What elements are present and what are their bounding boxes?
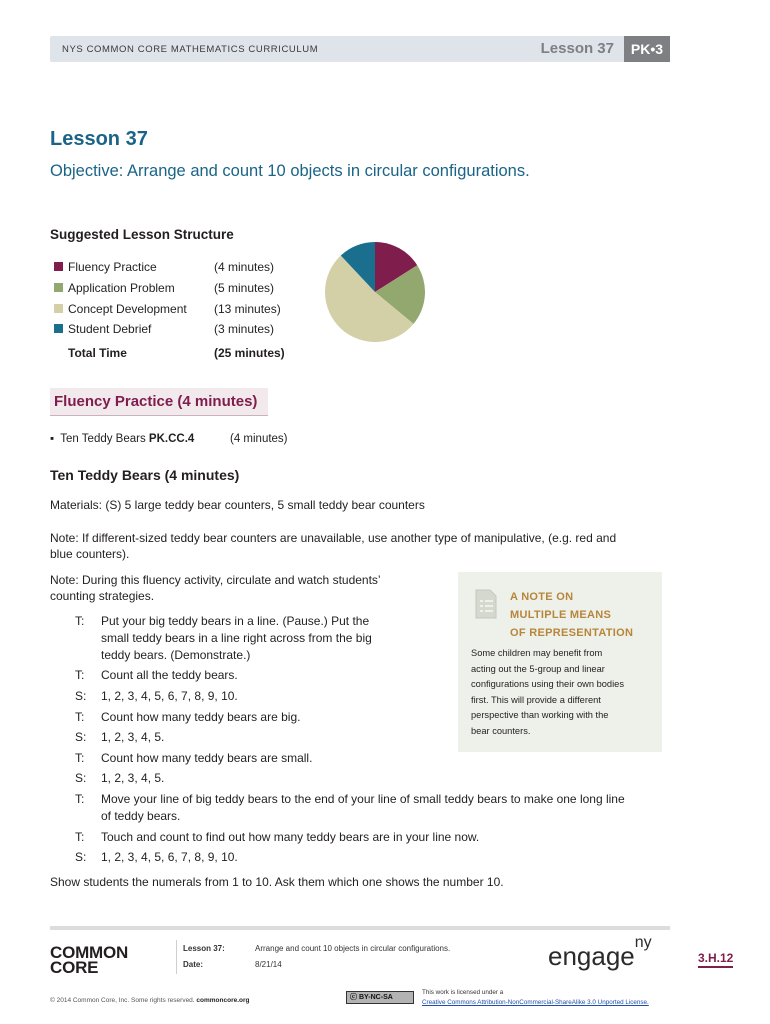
- footer-date-value: 8/21/14: [255, 960, 282, 969]
- structure-item-label: Application Problem: [68, 281, 175, 295]
- structure-item-label: Student Debrief: [68, 322, 152, 336]
- structure-item-minutes: (3 minutes): [214, 322, 275, 336]
- lesson-title: Lesson 37: [50, 128, 148, 150]
- structure-heading: Suggested Lesson Structure: [50, 227, 234, 242]
- license-badge-text: BY-NC-SA: [358, 994, 393, 1001]
- note-body-line: bear counters.: [471, 725, 531, 736]
- cc-license-badge: [346, 991, 414, 1004]
- note-body-line: Some children may benefit from: [471, 648, 603, 658]
- dialog-text: Touch and count to find out how many teddy bears are in your line now.: [101, 830, 480, 844]
- note-line: Note: If different-sized teddy bear counters are unavailable, use another type of manipulative, (e.g. red and: [50, 531, 617, 545]
- legend-swatch: [54, 283, 63, 292]
- structure-item-minutes: (13 minutes): [214, 302, 281, 316]
- bullet-minutes: (4 minutes): [230, 433, 288, 445]
- speaker: T:: [75, 668, 85, 682]
- dialog-text: Count how many teddy bears are small.: [101, 751, 313, 765]
- note-title-line: MULTIPLE MEANS: [510, 609, 612, 621]
- structure-item-label: Concept Development: [68, 302, 187, 316]
- total-time-label: Total Time: [68, 346, 127, 360]
- speaker: S:: [75, 850, 87, 864]
- note-body-line: acting out the 5-group and linear: [471, 663, 605, 674]
- dialog-text: 1, 2, 3, 4, 5.: [101, 771, 165, 785]
- engage-sup: ny: [634, 934, 652, 952]
- structure-item-minutes: (5 minutes): [214, 281, 275, 295]
- common-core-logo: [50, 945, 128, 975]
- total-time-row: [68, 346, 285, 360]
- speaker: S:: [75, 771, 87, 785]
- footer-date-label: Date:: [183, 960, 204, 969]
- dialog-text: teddy bears. (Demonstrate.): [101, 648, 251, 662]
- dialog-text: 1, 2, 3, 4, 5.: [101, 730, 165, 744]
- dialog-text: Put your big teddy bears in a line. (Pause.) Put the: [101, 614, 370, 628]
- note-title-line: A NOTE ON: [510, 591, 574, 603]
- note-body: [471, 646, 653, 739]
- speaker: T:: [75, 751, 85, 765]
- dialog-text: Move your line of big teddy bears to the end of your line of small teddy bears to make one long line: [101, 792, 625, 806]
- note-title: [510, 588, 633, 642]
- license-link[interactable]: Creative Commons Attribution-NonCommercial-ShareAlike 3.0 Unported License.: [422, 999, 649, 1006]
- bullet-icon: ▪: [50, 433, 55, 445]
- footer-divider: [176, 940, 177, 974]
- module-badge: PK•3: [624, 36, 670, 62]
- dialog-text: Count all the teddy bears.: [101, 668, 238, 682]
- note-line: blue counters).: [50, 547, 130, 561]
- fluency-bullet: [50, 433, 288, 445]
- logo-line: COMMON: [50, 943, 129, 962]
- dialog-text: small teddy bears in a line right across from the big: [101, 631, 372, 645]
- note-body-line: perspective than working with the: [471, 710, 609, 720]
- speaker: S:: [75, 689, 87, 703]
- note-title-line: OF REPRESENTATION: [510, 627, 634, 639]
- dialog-text: of teddy bears.: [101, 809, 181, 823]
- multiple-means-note: [458, 572, 662, 752]
- header-lesson: Lesson 37: [540, 40, 614, 57]
- note-line: counting strategies.: [50, 589, 155, 603]
- materials: Materials: (S) 5 large teddy bear counters, 5 small teddy bear counters: [50, 498, 425, 512]
- closing-instruction: Show students the numerals from 1 to 10. Ask them which one shows the number 10.: [50, 875, 504, 889]
- speaker: T:: [75, 614, 85, 628]
- legend-swatch: [54, 262, 63, 271]
- speaker: T:: [75, 792, 85, 806]
- header-bar: [50, 36, 670, 62]
- copyright-text: © 2014 Common Core, Inc. Some rights reserved.: [50, 997, 197, 1004]
- footer-lesson-label: Lesson 37:: [183, 944, 225, 953]
- structure-item-minutes: (4 minutes): [214, 260, 275, 274]
- fluency-heading-text: Fluency Practice (4 minutes): [54, 393, 258, 410]
- speaker: T:: [75, 830, 85, 844]
- structure-item-label: Fluency Practice: [68, 260, 157, 274]
- copyright: [50, 997, 250, 1004]
- note-body-line: first. This will provide a different: [471, 694, 601, 705]
- note-body-line: configurations using their own bodies: [471, 679, 624, 689]
- curriculum-title: NYS COMMON CORE MATHEMATICS CURRICULUM: [62, 44, 319, 55]
- copyright-site: commoncore.org: [196, 997, 250, 1004]
- speaker: T:: [75, 710, 85, 724]
- note-line: Note: During this fluency activity, circulate and watch students’: [50, 573, 381, 587]
- legend-swatch: [54, 324, 63, 333]
- total-time-minutes: (25 minutes): [214, 346, 285, 360]
- page-number: 3.H.12: [698, 951, 733, 968]
- speaker: S:: [75, 730, 87, 744]
- engageny-logo: [548, 934, 652, 972]
- footer-rule: [50, 926, 670, 930]
- dialog-text: Count how many teddy bears are big.: [101, 710, 301, 724]
- logo-line: CORE: [50, 958, 99, 977]
- dialog-text: 1, 2, 3, 4, 5, 6, 7, 8, 9, 10.: [101, 850, 238, 864]
- activity-heading: Ten Teddy Bears (4 minutes): [50, 467, 240, 483]
- lesson-pie-chart: [325, 242, 425, 342]
- cc-icon: ⓒ: [350, 994, 357, 1001]
- objective: Objective: Arrange and count 10 objects in circular configurations.: [50, 162, 530, 180]
- fluency-section-heading: [50, 388, 268, 416]
- license-text: This work is licensed under a: [422, 989, 504, 996]
- dialog-text: 1, 2, 3, 4, 5, 6, 7, 8, 9, 10.: [101, 689, 238, 703]
- engage-text: engage: [548, 941, 635, 971]
- legend-swatch: [54, 304, 63, 313]
- footer-lesson-value: Arrange and count 10 objects in circular configurations.: [255, 944, 451, 953]
- document-icon: [474, 588, 498, 620]
- standard-code: PK.CC.4: [148, 433, 195, 445]
- bullet-text: Ten Teddy Bears: [60, 433, 149, 445]
